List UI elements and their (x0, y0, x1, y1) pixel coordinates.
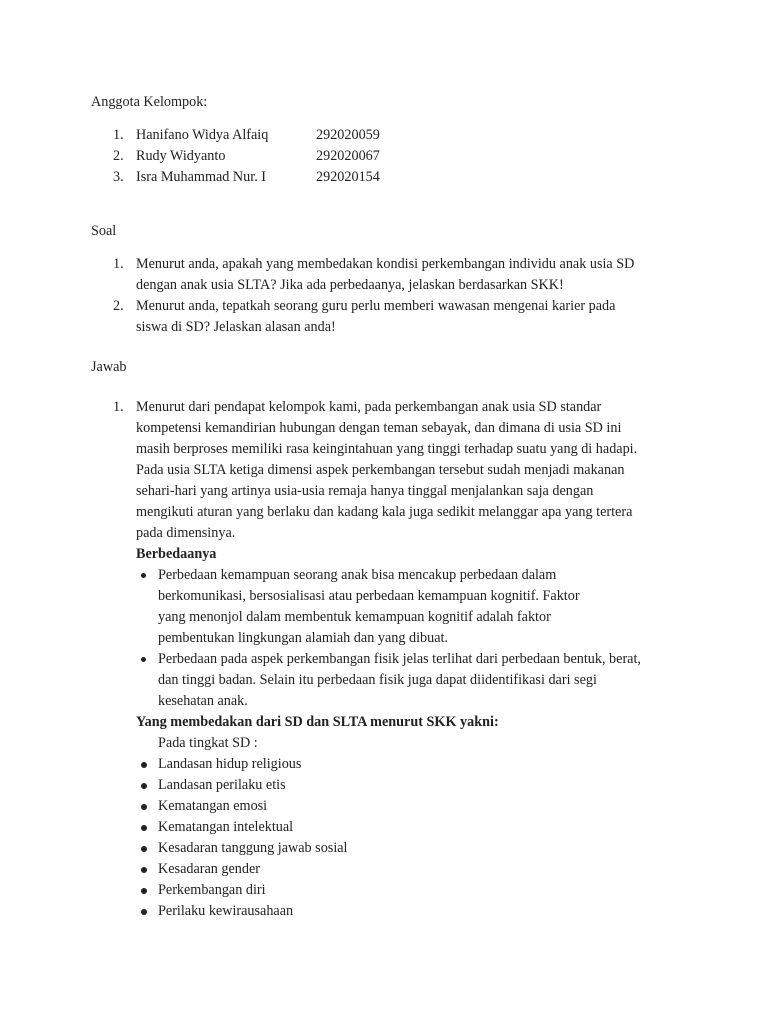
member-number: 1. (113, 127, 124, 143)
member-name: Isra Muhammad Nur. I (136, 169, 267, 185)
bullet-dot-icon (141, 909, 147, 915)
soal-heading: Soal (91, 223, 117, 239)
bullet-line: Perbedaan kemampuan seorang anak bisa mencakup perbedaan dalam (158, 567, 557, 583)
answer-line: sehari-hari yang artinya usia-usia remaja hanya tinggal menjalankan saja dengan (136, 483, 594, 499)
sd-item (136, 838, 681, 859)
sd-item-label: Kematangan emosi (158, 798, 268, 814)
bullet-dot-icon (141, 846, 147, 852)
bullet-dot-icon (141, 804, 147, 810)
member-id: 292020059 (316, 127, 380, 143)
skk-heading: Yang membedakan dari SD dan SLTA menurut SKK yakni: (136, 714, 499, 730)
member-item (91, 125, 691, 146)
question-item-cont (91, 317, 691, 338)
bullet-dot-icon (141, 573, 146, 578)
question-number: 1. (113, 256, 124, 272)
difference-bullet (136, 649, 681, 712)
sd-item-label: Kesadaran tanggung jawab sosial (158, 840, 348, 856)
answer-line: kompetensi kemandirian hubungan dengan teman sebayak, dan dimana di usia SD ini (136, 420, 622, 436)
sd-level-label: Pada tingkat SD : (158, 735, 258, 751)
bullet-dot-icon (141, 657, 146, 662)
question-item (91, 296, 691, 317)
sd-item-label: Perilaku kewirausahaan (158, 903, 294, 919)
answer-number: 1. (113, 399, 124, 415)
bullet-dot-icon (141, 867, 147, 873)
bullet-dot-icon (141, 783, 147, 789)
bullet-line: pembentukan lingkungan alamiah dan yang dibuat. (158, 630, 448, 646)
answer-line: mengikuti aturan yang berlaku dan kadang kala juga sedikit melanggar apa yang tertera (136, 504, 633, 520)
sd-item-label: Landasan perilaku etis (158, 777, 286, 793)
group-heading: Anggota Kelompok: (91, 94, 208, 110)
sd-item-label: Kematangan intelektual (158, 819, 294, 835)
question-item-cont (91, 275, 691, 296)
sd-item (136, 796, 681, 817)
answer-line: Pada usia SLTA ketiga dimensi aspek perkembangan tersebut sudah menjadi makanan (136, 462, 625, 478)
member-number: 2. (113, 148, 124, 164)
sd-item (136, 901, 681, 922)
answer-line: masih berproses memiliki rasa keingintahuan yang tinggi terhadap suatu yang di hadapi. (136, 441, 638, 457)
member-id: 292020154 (316, 169, 380, 185)
bullet-line: yang menonjol dalam membentuk kemampuan kognitif adalah faktor (158, 609, 551, 625)
member-list (91, 125, 691, 188)
question-text-line: dengan anak usia SLTA? Jika ada perbedaanya, jelaskan berdasarkan SKK! (136, 277, 564, 293)
bullet-dot-icon (141, 888, 147, 894)
sd-item-label: Kesadaran gender (158, 861, 261, 877)
question-item (91, 254, 691, 275)
member-name: Hanifano Widya Alfaiq (136, 127, 269, 143)
member-name: Rudy Widyanto (136, 148, 226, 164)
member-item (91, 146, 691, 167)
member-id: 292020067 (316, 148, 380, 164)
sd-item (136, 775, 681, 796)
answer-body (136, 397, 681, 922)
sd-item (136, 817, 681, 838)
differences-heading: Berbedaanya (136, 546, 217, 562)
sd-item-label: Landasan hidup religious (158, 756, 302, 772)
question-number: 2. (113, 298, 124, 314)
sd-item (136, 859, 681, 880)
question-text-line: Menurut anda, apakah yang membedakan kondisi perkembangan individu anak usia SD (136, 256, 635, 272)
question-text-line: siswa di SD? Jelaskan alasan anda! (136, 319, 336, 335)
member-item (91, 167, 691, 188)
bullet-line: kesehatan anak. (158, 693, 248, 709)
bullet-line: berkomunikasi, bersosialisasi atau perbedaan kemampuan kognitif. Faktor (158, 588, 580, 604)
answer-line: pada dimensinya. (136, 525, 236, 541)
member-number: 3. (113, 169, 124, 185)
sd-item (136, 880, 681, 901)
jawab-heading: Jawab (91, 359, 127, 375)
bullet-dot-icon (141, 825, 147, 831)
sd-item (136, 754, 681, 775)
answer-line: Menurut dari pendapat kelompok kami, pada perkembangan anak usia SD standar (136, 399, 602, 415)
difference-bullet (136, 565, 681, 649)
question-list (91, 254, 691, 338)
bullet-dot-icon (141, 762, 147, 768)
bullet-line: Perbedaan pada aspek perkembangan fisik jelas terlihat dari perbedaan bentuk, berat, (158, 651, 641, 667)
bullet-line: dan tinggi badan. Selain itu perbedaan fisik juga dapat diidentifikasi dari segi (158, 672, 597, 688)
sd-item-label: Perkembangan diri (158, 882, 266, 898)
question-text-line: Menurut anda, tepatkah seorang guru perlu memberi wawasan mengenai karier pada (136, 298, 616, 314)
